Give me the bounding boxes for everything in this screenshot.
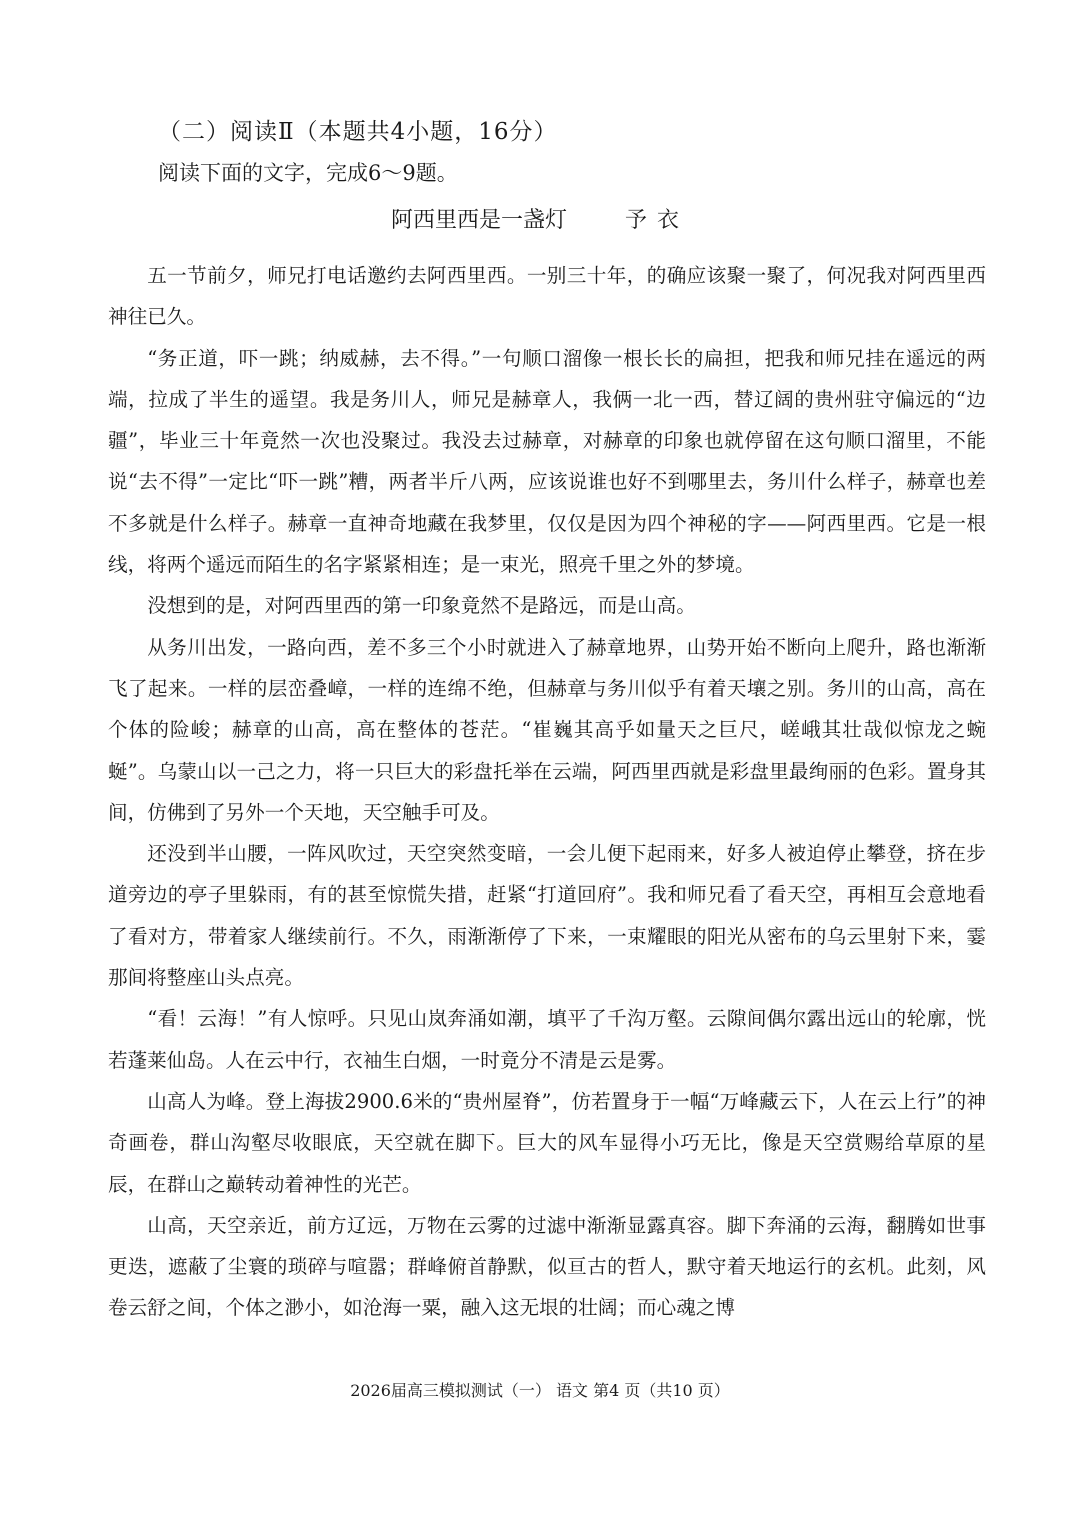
- article-body: [108, 255, 986, 1329]
- paragraph: “看！云海！”有人惊呼。只见山岚奔涌如潮，填平了千沟万壑。云隙间偶尔露出远山的轮廓，恍若蓬莱仙岛。人在云中行，衣袖生白烟，一时竟分不清是云是雾。: [108, 1007, 986, 1072]
- reading-instruction: 阅读下面的文字，完成6～9题。: [158, 161, 458, 185]
- paragraph: 还没到半山腰，一阵风吹过，天空突然变暗，一会儿便下起雨来，好多人被迫停止攀登，挤在步道旁边的亭子里躲雨，有的甚至惊慌失措，赶紧“打道回府”。我和师兄看了看天空，再相互会意地看了看对方，带着家人继续前行。不久，雨渐渐停了下来，一束耀眼的阳光从密布的乌云里射下来，霎那间将整座山头点亮。: [108, 842, 986, 990]
- page-footer: 2026届高三模拟测试（一） 语文 第4 页（共10 页）: [350, 1381, 730, 1400]
- article-title: 阿西里西是一盏灯: [390, 208, 567, 233]
- paragraph: 从务川出发，一路向西，差不多三个小时就进入了赫章地界，山势开始不断向上爬升，路也渐渐飞了起来。一样的层峦叠嶂，一样的连绵不绝，但赫章与务川似乎有着天壤之别。务川的山高，高在个体的险峻；赫章的山高，高在整体的苍茫。“崔巍其高乎如量天之巨尺，嵯峨其壮哉似惊龙之蜿蜒”。乌蒙山以一己之力，将一只巨大的彩盘托举在云端，阿西里西就是彩盘里最绚丽的色彩。置身其间，仿佛到了另外一个天地，天空触手可及。: [108, 635, 986, 824]
- paragraph: 山高人为峰。登上海拔2900.6米的“贵州屋脊”，仿若置身于一幅“万峰藏云下，人在云上行”的神奇画卷，群山沟壑尽收眼底，天空就在脚下。巨大的风车显得小巧无比，像是天空赏赐给草原的星辰，在群山之巅转动着神性的光芒。: [108, 1089, 986, 1196]
- paragraph: “务正道，吓一跳；纳威赫，去不得。”一句顺口溜像一根长长的扁担，把我和师兄挂在遥远的两端，拉成了半生的遥望。我是务川人，师兄是赫章人，我俩一北一西，替辽阔的贵州驻守偏远的“边疆”，毕业三十年竟然一次也没聚过。我没去过赫章，对赫章的印象也就停留在这句顺口溜里，不能说“去不得”一定比“吓一跳”糟，两者半斤八两，应该说谁也好不到哪里去，务川什么样子，赫章也差不多就是什么样子。赫章一直神奇地藏在我梦里，仅仅是因为四个神秘的字——阿西里西。它是一根线，将两个遥远而陌生的名字紧紧相连；是一束光，照亮千里之外的梦境。: [108, 346, 986, 577]
- paragraph: 五一节前夕，师兄打电话邀约去阿西里西。一别三十年，的确应该聚一聚了，何况我对阿西里西神往已久。: [108, 264, 986, 329]
- article-author: 予衣: [625, 208, 690, 233]
- article-heading: [0, 203, 1080, 234]
- section-title: （二）阅读Ⅱ（本题共4小题，16分）: [158, 119, 558, 145]
- paragraph: 没想到的是，对阿西里西的第一印象竟然不是路远，而是山高。: [147, 594, 696, 618]
- paragraph: 山高，天空亲近，前方辽远，万物在云雾的过滤中渐渐显露真容。脚下奔涌的云海，翻腾如世事更迭，遮蔽了尘寰的琐碎与喧嚣；群峰俯首静默，似亘古的哲人，默守着天地运行的玄机。此刻，风卷云舒之间，个体之渺小，如沧海一粟，融入这无垠的壮阔；而心魂之博: [108, 1213, 986, 1320]
